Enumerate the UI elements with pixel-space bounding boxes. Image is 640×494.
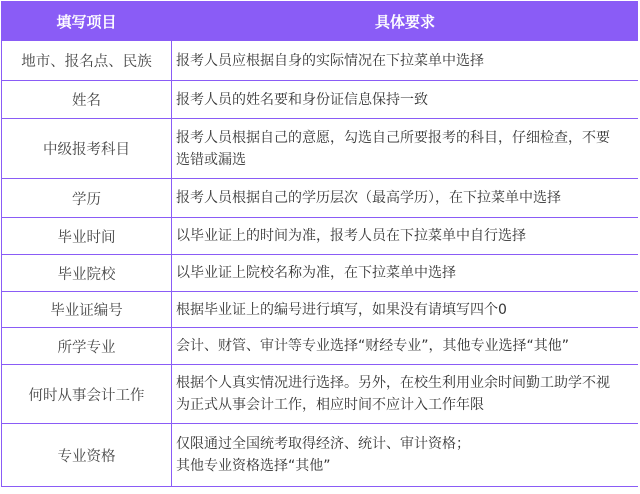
row-requirement <box>172 255 639 292</box>
requirement-line: 报考人员应根据自身的实际情况在下拉菜单中选择 <box>176 52 484 69</box>
row-requirement <box>172 365 639 424</box>
table-row <box>2 41 639 81</box>
requirement-line: 报考人员根据自己的学历层次（最高学历），在下拉菜单中选择 <box>176 190 561 206</box>
row-item: 中级报考科目 <box>2 119 172 179</box>
header-item: 填写项目 <box>2 2 172 41</box>
row-item: 毕业院校 <box>2 255 172 292</box>
table-row <box>2 179 639 218</box>
table-row <box>2 365 639 424</box>
row-requirement <box>172 292 639 328</box>
requirements-table-container <box>1 1 638 493</box>
requirement-line: 仅限通过全国统考取得经济、统计、审计资格； <box>176 436 470 452</box>
requirement-line: 其他专业资格选择“其他” <box>176 458 331 474</box>
row-item: 专业资格 <box>2 424 172 487</box>
row-requirement <box>172 41 639 81</box>
requirement-line: 报考人员的姓名要和身份证信息保持一致 <box>176 91 428 108</box>
requirement-line: 报考人员根据自己的意愿，勾选自己所要报考的科目，仔细检查，不要 <box>176 129 610 146</box>
row-requirement <box>172 81 639 119</box>
table-row <box>2 328 639 365</box>
requirement-line: 选错或漏选 <box>176 151 246 168</box>
row-item: 姓名 <box>2 81 172 119</box>
table-row <box>2 218 639 255</box>
row-item: 学历 <box>2 179 172 218</box>
row-requirement <box>172 119 639 179</box>
row-item: 所学专业 <box>2 328 172 365</box>
table-row <box>2 255 639 292</box>
row-item: 何时从事会计工作 <box>2 365 172 424</box>
table-row <box>2 424 639 487</box>
table-row <box>2 119 639 179</box>
requirement-line: 根据毕业证上的编号进行填写，如果没有请填写四个0 <box>176 301 507 318</box>
header-requirement: 具体要求 <box>172 2 639 41</box>
row-item: 地市、报名点、民族 <box>2 41 172 81</box>
header-row <box>2 2 639 41</box>
row-requirement <box>172 218 639 255</box>
requirements-table <box>1 1 638 487</box>
requirement-line: 会计、财管、审计等专业选择“财经专业”，其他专业选择“其他” <box>176 338 570 354</box>
row-requirement <box>172 328 639 365</box>
row-item: 毕业证编号 <box>2 292 172 328</box>
row-item: 毕业时间 <box>2 218 172 255</box>
requirement-line: 以毕业证上院校名称为准，在下拉菜单中选择 <box>176 265 456 281</box>
row-requirement <box>172 424 639 487</box>
row-requirement <box>172 179 639 218</box>
requirement-line: 根据个人真实情况进行选择。另外，在校生利用业余时间勤工助学不视 <box>176 375 610 391</box>
table-row <box>2 81 639 119</box>
table-row <box>2 292 639 328</box>
requirement-line: 以毕业证上的时间为准，报考人员在下拉菜单中自行选择 <box>176 228 526 244</box>
requirement-line: 为正式从事会计工作，相应时间不应计入工作年限 <box>176 397 484 413</box>
